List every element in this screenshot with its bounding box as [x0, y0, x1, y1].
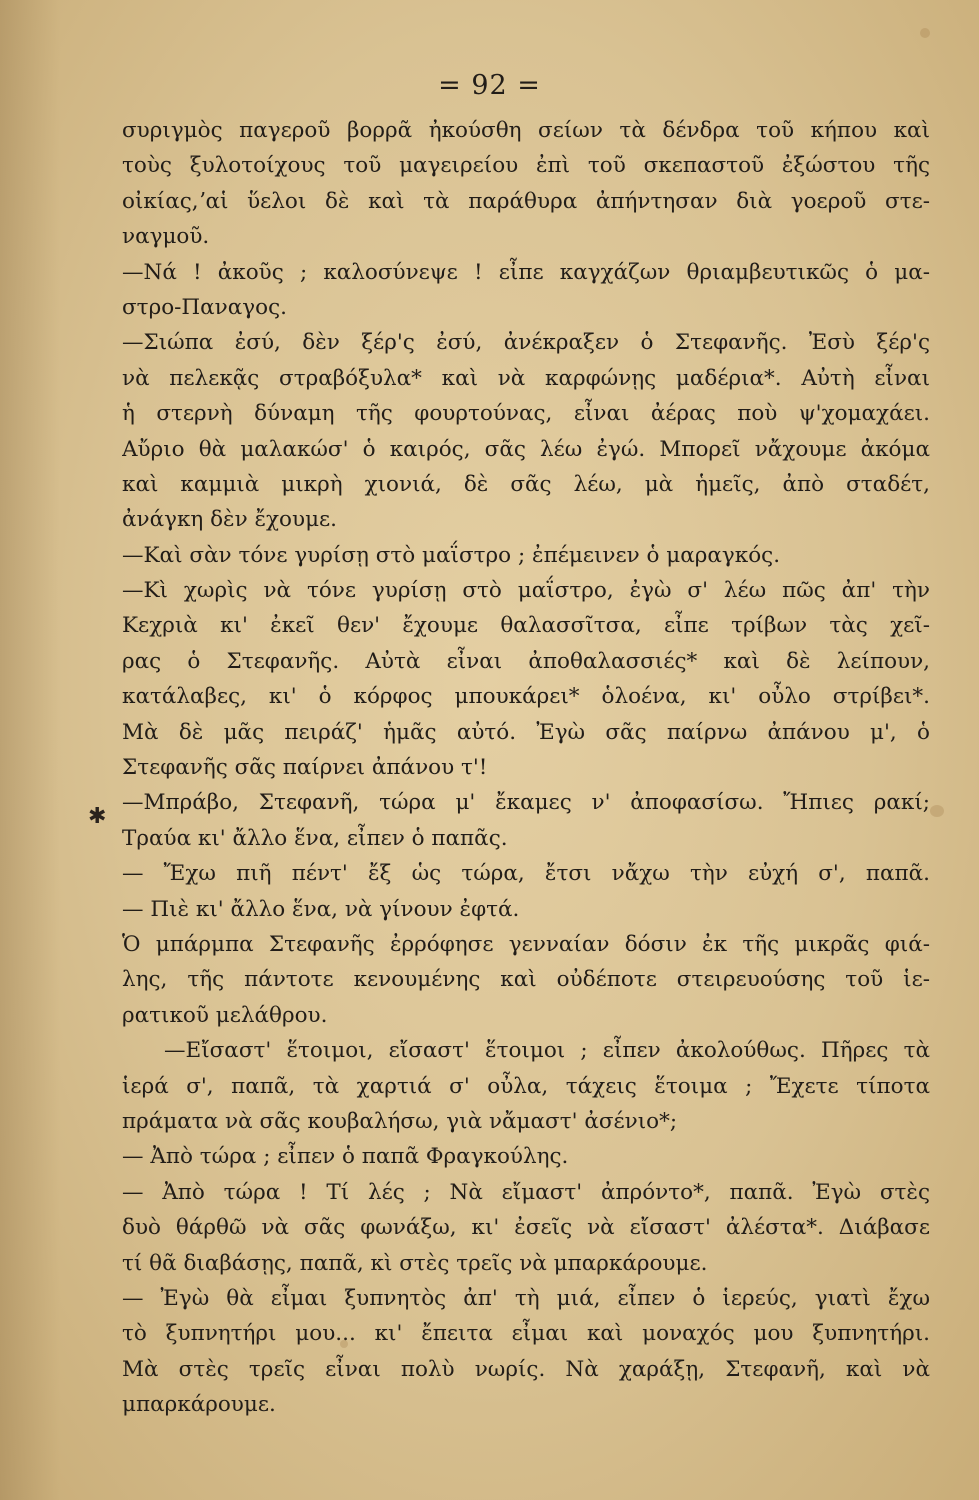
- text-line: —Νά ! ἀκοῦς ; καλοσύνεψε ! εἶπε καγχάζων θριαμβευτικῶς ὁ μα-: [122, 259, 930, 285]
- text-line: — Ἐγὼ θὰ εἶμαι ξυπνητὸς ἀπ' τὴ μιά, εἶπεν ὁ ἱερεύς, γιατὶ ἔχω: [122, 1285, 930, 1311]
- text-line: —Εἴσαστ' ἕτοιμοι, εἴσαστ' ἕτοιμοι ; εἶπεν ἀκολούθως. Πῆρες τὰ: [164, 1038, 930, 1064]
- text-line: — Ἀπὸ τώρα ; εἶπεν ὁ παπᾶ Φραγκούλης.: [122, 1144, 569, 1170]
- text-line: μπαρκάρουμε.: [122, 1392, 276, 1418]
- text-line: —Μπράβο, Στεφανῆ, τώρα μ' ἔκαμες ν' ἀποφασίσω. Ἤπιες ρακί;: [122, 790, 930, 816]
- binding-shadow: [0, 0, 60, 1500]
- text-line: νὰ πελεκᾷς στραβόξυλα* καὶ νὰ καρφώνῃς μαδέρια*. Αὐτὴ εἶναι: [122, 365, 930, 391]
- text-line: —Καὶ σὰν τόνε γυρίσῃ στὸ μαΐστρο ; ἐπέμεινεν ὁ μαραγκός.: [122, 542, 781, 568]
- text-line: Κεχριὰ κι' ἐκεῖ θεν' ἔχουμε θαλασσῖτσα, εἶπε τρίβων τὰς χεῖ-: [122, 613, 930, 639]
- text-line: τί θᾶ διαβάσῃς, παπᾶ, κὶ στὲς τρεῖς νὰ μπαρκάρουμε.: [122, 1250, 708, 1276]
- text-line: —Σιώπα ἐσύ, δὲν ξέρ'ς ἐσύ, ἀνέκραξεν ὁ Στεφανῆς. Ἐσὺ ξέρ'ς: [122, 330, 930, 356]
- text-line: Στεφανῆς σᾶς παίρνει ἀπάνου τ'!: [122, 755, 488, 781]
- text-line: — Ἀπὸ τώρα ! Τί λές ; Νὰ εἴμαστ' ἀπρόντο*, παπᾶ. Ἐγὼ στὲς: [122, 1179, 930, 1205]
- page-number: = 92 =: [438, 70, 541, 101]
- body-text: [122, 113, 930, 1422]
- text-line: καὶ καμμιὰ μικρὴ χιονιά, δὲ σᾶς λέω, μὰ ἡμεῖς, ἀπὸ σταδέτ,: [122, 471, 930, 497]
- text-line: τοὺς ξυλοτοίχους τοῦ μαγειρείου ἐπὶ τοῦ σκεπαστοῦ ἐξώστου τῆς: [122, 153, 930, 179]
- text-line: ἱερά σ', παπᾶ, τὰ χαρτιά σ' οὖλα, τάχεις ἕτοιμα ; Ἔχετε τίποτα: [122, 1073, 930, 1099]
- text-line: ἀνάγκη δὲν ἔχουμε.: [122, 507, 338, 533]
- text-line: — Πιὲ κι' ἄλλο ἕνα, νὰ γίνουν ἐφτά.: [122, 896, 520, 922]
- text-line: ρατικοῦ μελάθρου.: [122, 1002, 328, 1028]
- text-line: Αὔριο θὰ μαλακώσ' ὁ καιρός, σᾶς λέω ἐγώ. Μπορεῖ νἄχουμε ἀκόμα: [122, 436, 930, 462]
- text-line: λης, τῆς πάντοτε κενουμένης καὶ οὐδέποτε στειρευούσης τοῦ ἱε-: [122, 967, 930, 993]
- text-line: συριγμὸς παγεροῦ βορρᾶ ἠκούσθη σείων τὰ δένδρα τοῦ κήπου καὶ: [122, 118, 930, 143]
- text-line: πράματα νὰ σᾶς κουβαλήσω, γιὰ νἄμαστ' ἀσένιο*;: [122, 1108, 678, 1134]
- text-line: —Κὶ χωρὶς νὰ τόνε γυρίσῃ στὸ μαΐστρο, ἐγὼ σ' λέω πῶς ἀπ' τὴν: [122, 578, 930, 604]
- text-line: Τραύα κι' ἄλλο ἕνα, εἶπεν ὁ παπᾶς.: [122, 825, 508, 851]
- text-line: στρο-Παναγος.: [122, 294, 287, 320]
- text-line: ρας ὁ Στεφανῆς. Αὐτὰ εἶναι ἀποθαλασσιές* καὶ δὲ λείπουν,: [122, 648, 930, 674]
- paper-stain: [920, 28, 930, 38]
- text-line: κατάλαβες, κι' ὁ κόρφος μπουκάρει* ὁλοένα, κι' οὖλο στρίβει*.: [122, 684, 930, 710]
- text-line: οἰκίας,ʼαἱ ὕελοι δὲ καὶ τὰ παράθυρα ἀπήντησαν διὰ γοεροῦ στε-: [122, 188, 930, 214]
- text-line: τὸ ξυπνητήρι μου... κι' ἔπειτα εἶμαι καὶ μοναχός μου ξυπνητήρι.: [122, 1321, 930, 1347]
- text-line: Μὰ στὲς τρεῖς εἶναι πολὺ νωρίς. Νὰ χαράξῃ, Στεφανῆ, καὶ νὰ: [122, 1356, 930, 1382]
- text-line: — Ἔχω πιῆ πέντ' ἔξ ὡς τώρα, ἔτσι νἄχω τὴν εὐχή σ', παπᾶ.: [122, 861, 930, 887]
- text-line: Ὁ μπάρμπα Στεφανῆς ἐρρόφησε γενναίαν δόσιν ἐκ τῆς μικρᾶς φιά-: [122, 931, 930, 957]
- text-line: ἡ στερνὴ δύναμη τῆς φουρτούνας, εἶναι ἀέρας ποὺ ψ'χομαχάει.: [122, 401, 930, 427]
- text-line: ναγμοῦ.: [122, 224, 210, 250]
- text-line: Μὰ δὲ μᾶς πειράζ' ἡμᾶς αὐτό. Ἐγὼ σᾶς παίρνω ἀπάνου μ', ὁ: [122, 719, 930, 745]
- text-line: δυὸ θάρθῶ νὰ σᾶς φωνάξω, κι' ἐσεῖς νὰ εἴσαστ' ἀλέστα*. Διάβασε: [122, 1215, 930, 1241]
- margin-mark: ✱: [88, 804, 107, 829]
- paper-stain: [930, 805, 944, 817]
